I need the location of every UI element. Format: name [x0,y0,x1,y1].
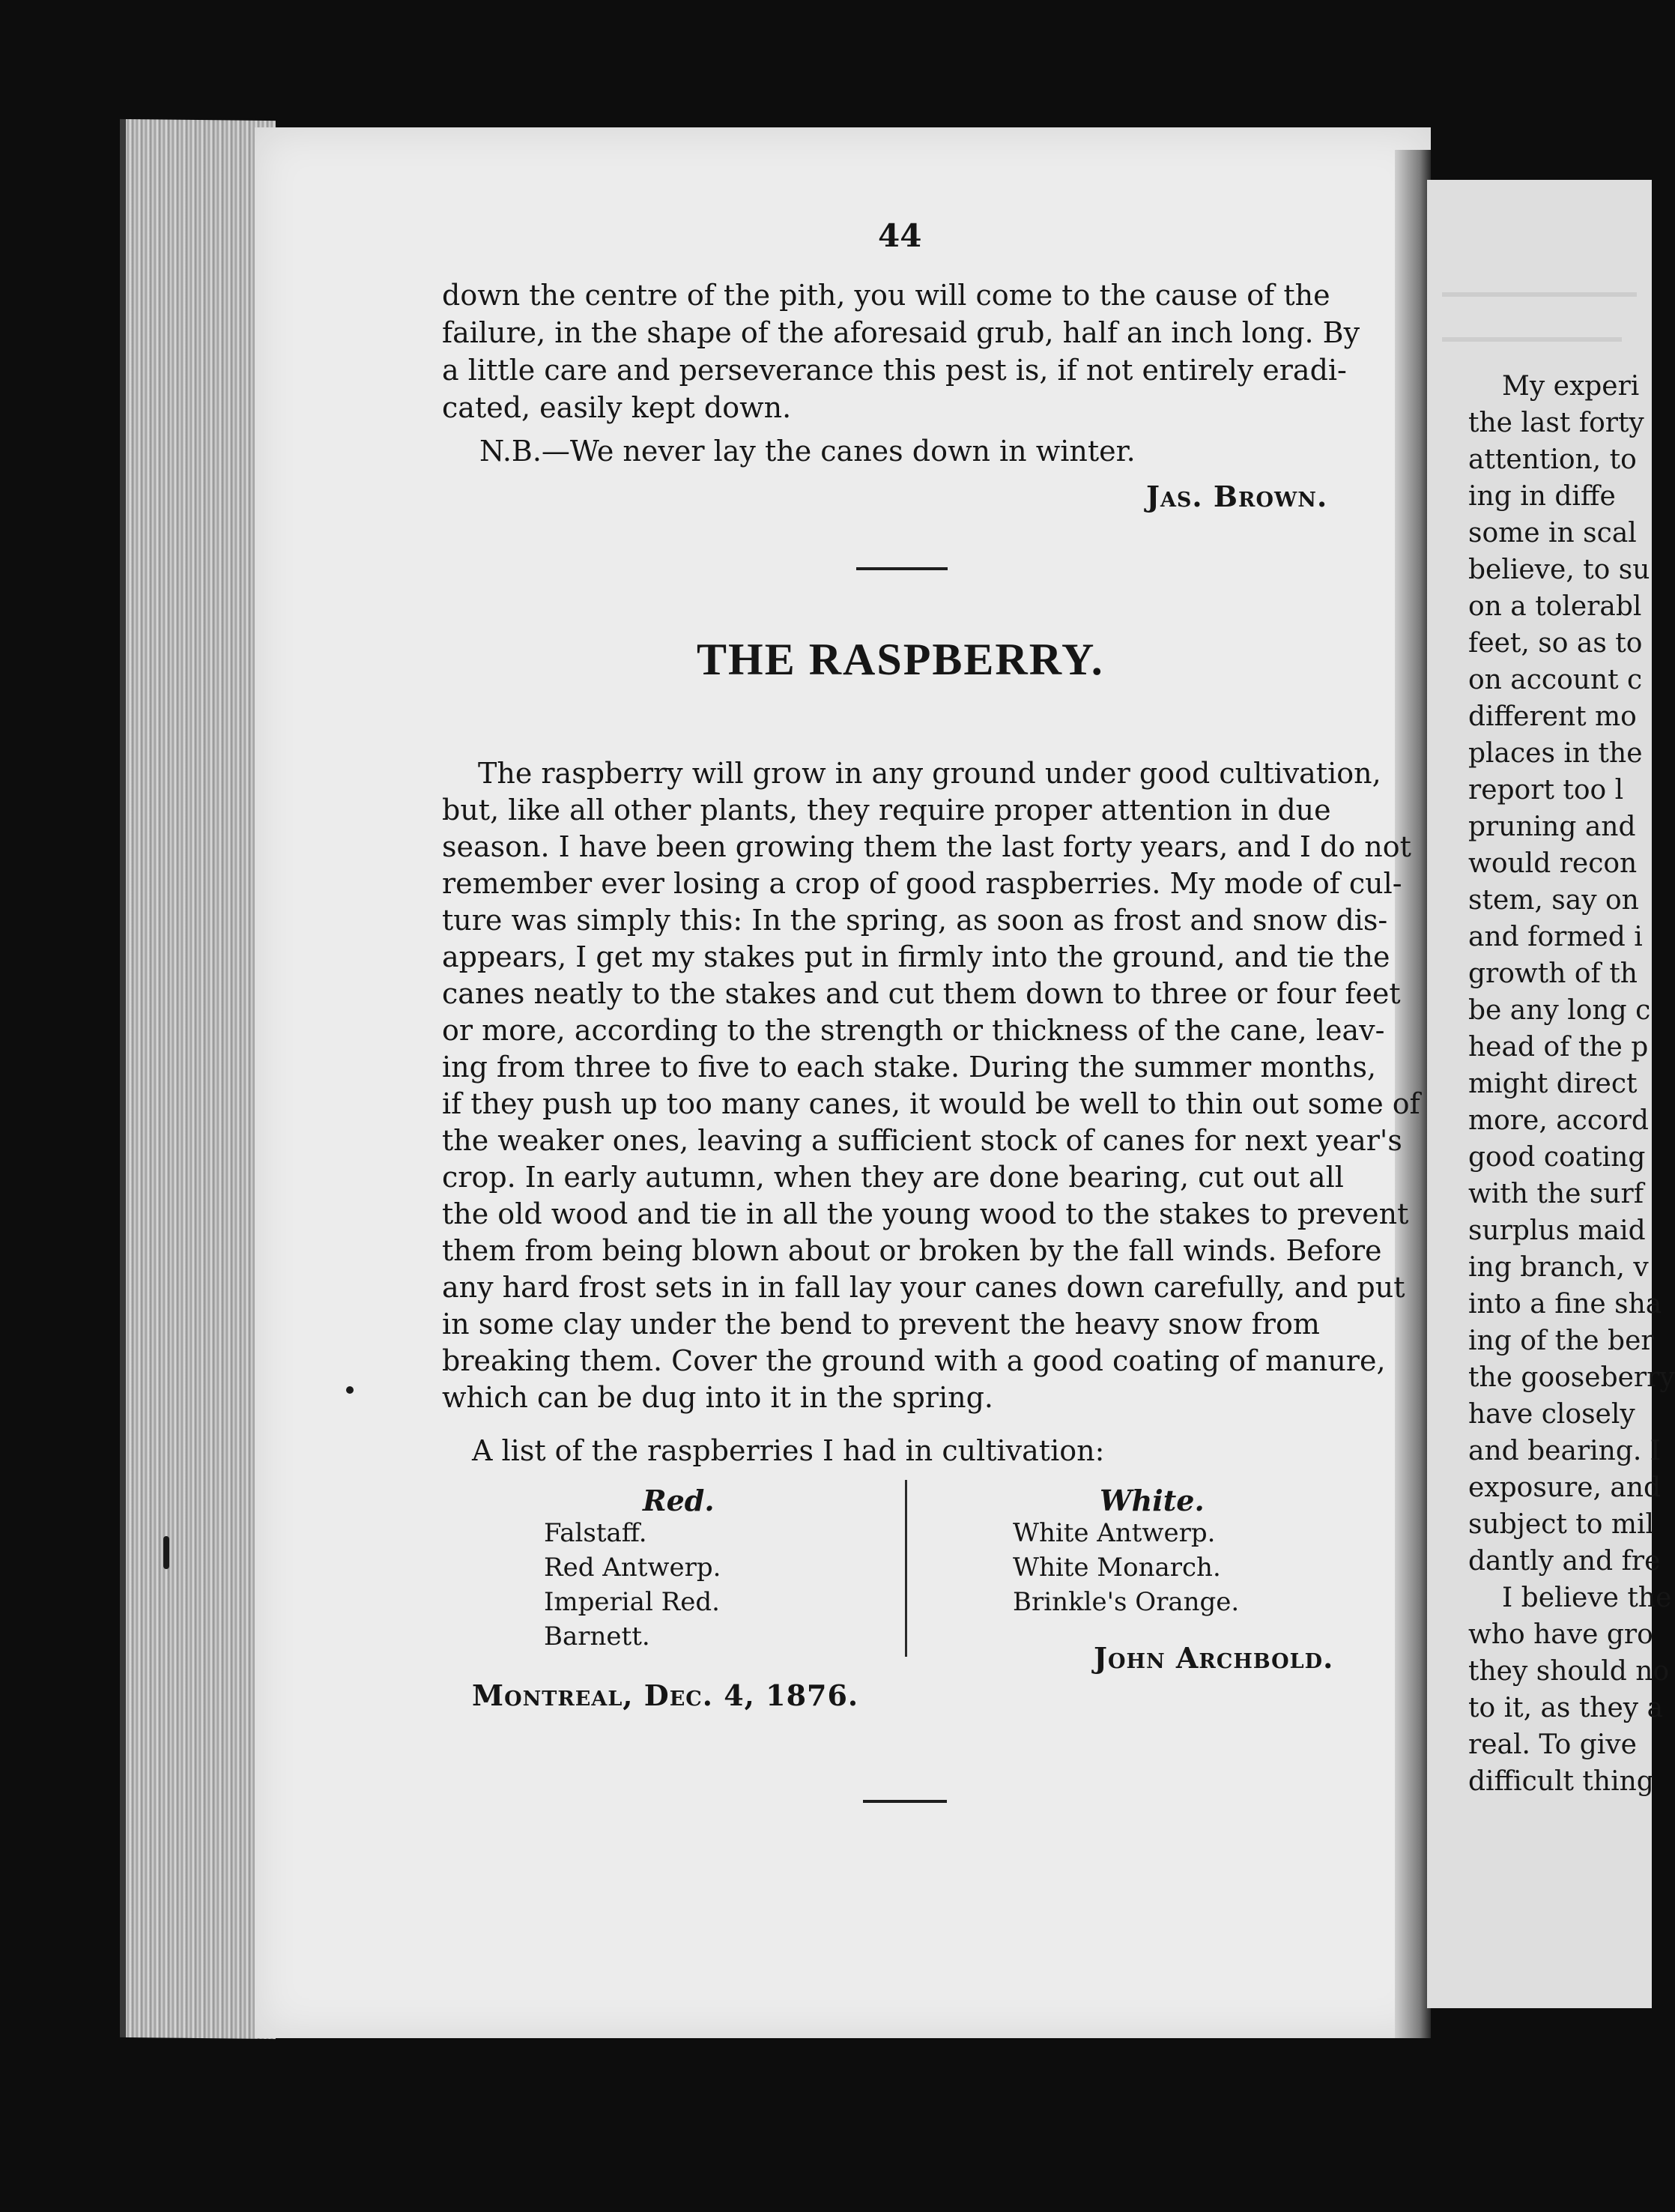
body-line: ing from three to five to each stake. During the summer months, [442,1051,1377,1084]
facing-page-line: growth of th [1468,958,1638,989]
section-divider [856,567,948,570]
facing-page-line: be any long c [1468,995,1651,1026]
continuation-line: down the centre of the pith, you will come to the cause of the [442,279,1330,312]
facing-page-line: on account c [1468,665,1643,695]
red-variety-item: Red Antwerp. [544,1553,721,1583]
ink-speck [346,1386,354,1394]
end-divider [863,1800,947,1803]
facing-page-line: report too l [1468,775,1624,806]
facing-page-line: believe, to su [1468,554,1650,585]
page-number: 44 [878,217,922,254]
column-divider [905,1480,907,1657]
facing-page-line: the gooseberry [1468,1362,1675,1393]
body-line: the old wood and tie in all the young wood to the stakes to prevent [442,1197,1409,1230]
facing-page-line: would recon [1468,848,1638,879]
list-intro: A list of the raspberries I had in cultivation: [472,1434,1105,1467]
facing-page-line: difficult thing [1468,1766,1654,1797]
ink-mark [163,1536,169,1569]
facing-page-line: My experi [1502,371,1640,402]
body-line: any hard frost sets in in fall lay your canes down carefully, and put [442,1271,1405,1304]
facing-page-line: feet, so as to [1468,628,1643,659]
facing-page-line: exposure, and [1468,1472,1662,1503]
dateline: Montreal, Dec. 4, 1876. [472,1678,859,1712]
facing-page-line: attention, to [1468,444,1637,475]
signature-jas-brown: Jas. Brown. [1146,480,1328,513]
signature-john-archbold: John Archbold. [1094,1641,1334,1675]
facing-page-line: the last forty [1468,408,1644,438]
white-variety-item: White Monarch. [1013,1553,1221,1583]
facing-page-line: they should no [1468,1656,1670,1687]
facing-page-line: surplus maid [1468,1215,1646,1246]
body-line: appears, I get my stakes put in firmly into the ground, and tie the [442,940,1390,973]
body-line: remember ever losing a crop of good raspberries. My mode of cul- [442,867,1402,900]
continuation-line: a little care and perseverance this pest is, if not entirely eradi- [442,354,1347,387]
article-title: THE RASPBERRY. [697,635,1104,684]
facing-page-line: real. To give [1468,1729,1637,1760]
red-column-heading: Red. [643,1484,715,1517]
red-variety-item: Imperial Red. [544,1587,720,1617]
body-line: The raspberry will grow in any ground under good cultivation, [478,757,1381,790]
right-page [1427,180,1675,2008]
continuation-line: cated, easily kept down. [442,391,792,424]
facing-page-line: some in scal [1468,518,1637,549]
facing-page-line: head of the p [1468,1032,1649,1063]
facing-page-line: to it, as they a [1468,1693,1664,1723]
facing-page-line: ing of the ber [1468,1326,1654,1356]
facing-page-line: on a tolerabl [1468,591,1642,622]
facing-page-line: and formed i [1468,922,1643,952]
white-variety-item: Brinkle's Orange. [1013,1587,1240,1617]
facing-page-line: subject to mil [1468,1509,1654,1540]
white-column-heading: White. [1100,1484,1205,1517]
facing-page-line: different mo [1468,701,1637,732]
facing-page-line: and bearing. I [1468,1436,1662,1466]
body-line: or more, according to the strength or thickness of the cane, leav- [442,1014,1385,1047]
facing-page-line: ing branch, v [1468,1252,1649,1283]
body-line: ture was simply this: In the spring, as soon as frost and snow dis- [442,904,1388,937]
facing-page-line: pruning and [1468,812,1636,842]
body-line: but, like all other plants, they require proper attention in due [442,794,1331,827]
facing-page-line: I believe the [1502,1583,1672,1613]
facing-page-line: good coating [1468,1142,1646,1173]
body-line: if they push up too many canes, it would be well to thin out some of [442,1087,1420,1120]
body-line: season. I have been growing them the last forty years, and I do not [442,830,1411,863]
facing-page-line: stem, say on [1468,885,1639,916]
facing-page-line: into a fine sha [1468,1289,1662,1320]
red-variety-item: Barnett. [544,1622,650,1652]
continuation-line: failure, in the shape of the aforesaid grub, half an inch long. By [442,316,1360,349]
facing-page-line: with the surf [1468,1179,1644,1209]
body-line: in some clay under the bend to prevent the heavy snow from [442,1308,1320,1341]
body-line: crop. In early autumn, when they are done bearing, cut out all [442,1161,1344,1194]
body-line: them from being blown about or broken by the fall winds. Before [442,1234,1382,1267]
facing-page-line: might direct [1468,1069,1638,1099]
facing-page-line: places in the [1468,738,1643,769]
white-variety-item: White Antwerp. [1013,1518,1216,1548]
facing-page-line: have closely [1468,1399,1635,1430]
body-line: breaking them. Cover the ground with a good coating of manure, [442,1344,1386,1377]
facing-page-line: dantly and fre [1468,1546,1661,1577]
body-line: canes neatly to the stakes and cut them down to three or four feet [442,977,1401,1010]
facing-page-line: more, accord [1468,1105,1649,1136]
facing-page-line: who have gro [1468,1619,1653,1650]
body-line: which can be dug into it in the spring. [442,1381,993,1414]
note-line: N.B.—We never lay the canes down in winter. [479,435,1136,468]
body-line: the weaker ones, leaving a sufficient stock of canes for next year's [442,1124,1402,1157]
facing-page-line: ing in diffe [1468,481,1616,512]
red-variety-item: Falstaff. [544,1518,647,1548]
book-page-edges [120,119,276,2039]
